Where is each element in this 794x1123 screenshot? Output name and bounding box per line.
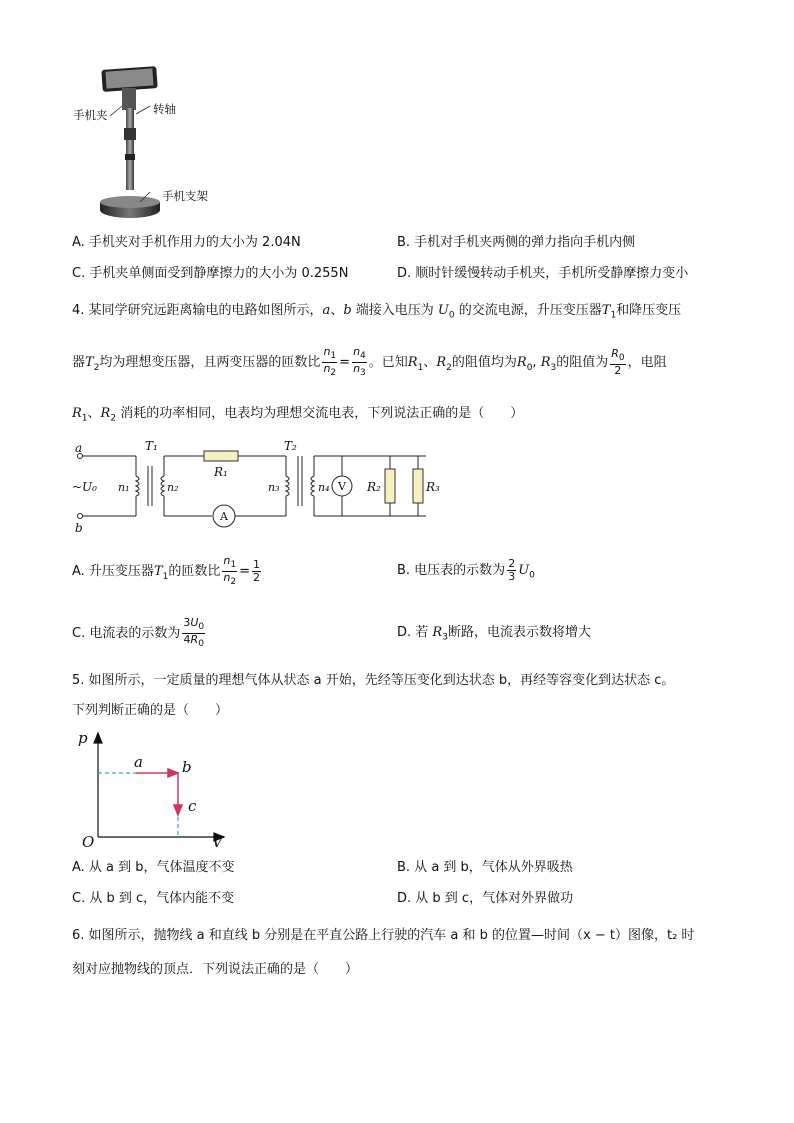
t1-label: T₁ [145,439,158,453]
q3-option-d: D. 顺时针缓慢转动手机夹，手机所受静摩擦力变小 [397,266,689,281]
q5-option-c: C. 从 b 到 c，气体内能不变 [72,891,235,906]
q4-line2: 器$T_2$均为理想变压器，且两变压器的匝数比 $\frac{n_1}{n_2}$ = $\frac{n_4}{n_3}$ 。已知$R_1$、$R_2$的阻值均为$R_0$, $R_3$的阻值为 $\frac{R_0}{2}$ ，电阻 [72,345,667,379]
n3-label: n₃ [268,481,280,494]
q5-option-d: D. 从 b 到 c，气体对外界做功 [397,891,574,906]
r3-label: R₃ [426,480,440,494]
n4-label: n₄ [318,481,330,494]
q3-option-a: A. 手机夹对手机作用力的大小为 2.04N [72,235,301,250]
q5-line2: 下列判断正确的是（ ） [72,703,229,718]
state-a-label: a [134,753,143,771]
q3-option-b: B. 手机对手机夹两侧的弹力指向手机内侧 [397,235,636,250]
circuit-diagram [66,436,446,536]
terminal-b-label: b [75,521,83,535]
axis-v-label: V [212,833,223,850]
r2-label: R₂ [367,480,381,494]
t2-label: T₂ [284,439,297,453]
source-label: ~U₀ [72,480,97,494]
q3-option-c: C. 手机夹单侧面受到静摩擦力的大小为 0.255N [72,266,349,281]
terminal-a-label: a [75,441,83,455]
q6-line1: 6. 如图所示，抛物线 a 和直线 b 分别是在平直公路上行驶的汽车 a 和 b 的位置—时间（x − t）图像，t₂ 时 [72,928,695,943]
state-c-label: c [188,797,197,815]
q4-line3: $R_1$、$R_2$ 消耗的功率相同，电表均为理想交流电表，下列说法正确的是（ ） [72,406,524,424]
label-rotation-axis: 转轴 [153,102,176,116]
q4-line1: 4. 某同学研究远距离输电的电路如图所示，a、b 端接入电压为 $U_0$ 的交流电源，升压变压器$T_1$和降压变压 [72,303,682,321]
q4-option-b: B. 电压表的示数为 $\frac{2}{3}$ $U_0$ [397,557,535,583]
q6-line2: 刻对应抛物线的顶点．下列说法正确的是（ ） [72,962,359,977]
transmission-circuit [66,436,446,536]
q5-option-a: A. 从 a 到 b，气体温度不变 [72,860,235,875]
origin-label: O [82,833,95,850]
label-phone-clip: 手机夹 [73,108,108,122]
state-b-label: b [182,758,192,776]
label-phone-stand: 手机支架 [162,189,208,203]
q5-option-b: B. 从 a 到 b，气体从外界吸热 [397,860,573,875]
q4-option-d: D. 若 $R_3$断路，电流表示数将增大 [397,625,591,643]
axis-p-label: p [78,729,88,747]
q5-line1: 5. 如图所示，一定质量的理想气体从状态 a 开始，先经等压变化到达状态 b，再经等容变化到达状态 c。 [72,673,675,688]
pv-diagram [70,725,230,850]
n1-label: n₁ [118,481,130,494]
pv-graph [70,725,230,850]
r1-label: R₁ [214,465,228,479]
n2-label: n₂ [167,481,179,494]
q4-option-c: C. 电流表的示数为 $\frac{3U_0}{4R_0}$ [72,616,205,650]
ammeter-label: A [220,510,228,523]
voltmeter-label: V [338,480,346,493]
q4-option-a: A. 升压变压器$T_1$的匝数比 $\frac{n_1}{n_2}$ = $\frac{1}{2}$ [72,554,260,588]
